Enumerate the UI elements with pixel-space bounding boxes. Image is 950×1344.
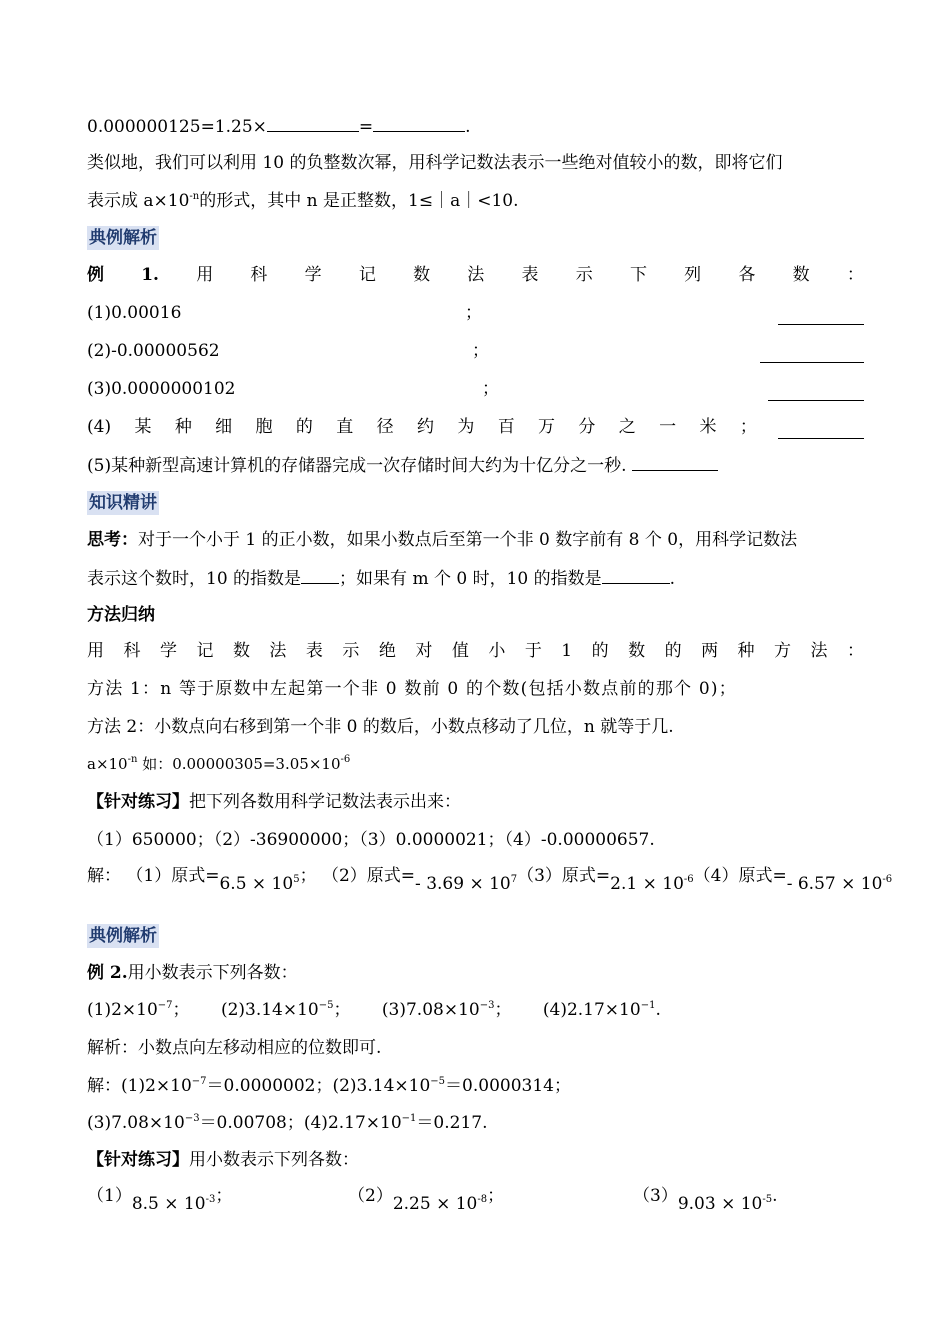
example-label: 例 2. [87, 963, 128, 983]
method-line-4 [87, 752, 350, 776]
intro-text: 的形式，其中 n 是正整数，1≤｜a｜<10. [199, 191, 519, 211]
method-char: 两 [701, 641, 719, 661]
method-char: 方 [774, 641, 792, 661]
method-char: 数 [232, 641, 250, 661]
answer-blank[interactable] [778, 307, 864, 325]
semicolon: ； [465, 303, 482, 323]
practice-1-heading [87, 790, 461, 814]
practice-2-item: $(1)8.5 \times 10^{-3}$； [87, 1186, 233, 1214]
method-line-1 [87, 639, 864, 663]
example-1-heading [87, 263, 864, 287]
semicolon: ； [299, 866, 317, 886]
think-text: 对于一个小于 1 的正小数，如果小数点后至第一个非 0 数字前有 8 个 0，用科学记数法 [138, 530, 798, 550]
example-2-item: $(4)2.17\times 10^{-1}$. [542, 1000, 661, 1020]
answer-blank[interactable] [301, 566, 339, 584]
exponent: -n [127, 754, 138, 765]
example-2-heading [87, 961, 298, 985]
method-text: 如：0.00000305=3.05×10 [137, 755, 341, 773]
answer-prefix: （2）原式= [321, 866, 416, 886]
heading-char: 下 [629, 265, 647, 285]
think-label: 思考： [87, 530, 138, 550]
heading-char: 数 [792, 265, 810, 285]
item-char: (4) [87, 417, 112, 437]
heading-char: 科 [250, 265, 268, 285]
heading-char: ： [846, 265, 864, 285]
think-text: ；如果有 m 个 0 时，10 的指数是 [339, 569, 602, 589]
method-char: 绝 [378, 641, 396, 661]
section-heading: 知识精讲 [89, 493, 157, 513]
formula: - $6.57 \times 10^{-6}$ [786, 874, 893, 894]
answer-blank[interactable] [632, 453, 718, 471]
answer-prefix: （1）原式= [126, 866, 220, 886]
example-text: 用小数表示下列各数： [127, 963, 298, 983]
intro-line-1 [87, 114, 471, 139]
item-char: 直 [336, 417, 354, 437]
think-line-1 [87, 528, 797, 552]
formula: $2.1 \times 10^{-6}$ [610, 874, 694, 894]
item-label: (2)-0.00000562 [87, 341, 220, 361]
item-char: 为 [457, 417, 475, 437]
item-label: (3)0.0000000102 [87, 379, 236, 399]
method-char: 法 [269, 641, 287, 661]
method-char: ： [847, 641, 864, 661]
formula: $6.5 \times 10^5$ [219, 874, 300, 894]
item-char: 细 [215, 417, 233, 437]
item-char: 之 [618, 417, 636, 437]
answer-blank[interactable] [267, 114, 359, 132]
item-char: 种 [174, 417, 192, 437]
intro-text: 表示成 a×10 [87, 191, 190, 211]
heading-char: 示 [575, 265, 593, 285]
example-2-analysis: 解析：小数点向左移动相应的位数即可. [87, 1038, 382, 1058]
method-char: 值 [451, 641, 469, 661]
practice-2-item: $(2)2.25 \times 10^{-8}$； [348, 1186, 505, 1214]
practice-1-solution [87, 864, 893, 894]
think-text: 表示这个数时，10 的指数是 [87, 569, 302, 589]
think-line-2 [87, 566, 675, 591]
item-char: 万 [538, 417, 556, 437]
item-label: (5)某种新型高速计算机的存储器完成一次存储时间大约为十亿分之一秒. [87, 456, 627, 476]
example-2-item: $(2)3.14\times 10^{-5}$； [220, 1000, 351, 1020]
method-char: 的 [664, 641, 682, 661]
semicolon: ； [482, 379, 499, 399]
method-char: 学 [159, 641, 177, 661]
method-char: 于 [524, 641, 542, 661]
solution-label: 解： [87, 866, 121, 886]
method-char: 法 [810, 641, 828, 661]
section-heading: 典例解析 [89, 228, 157, 248]
method-char: 数 [628, 641, 646, 661]
practice-1-items: （1）650000；（2）-36900000；（3）0.0000021；（4）-0.00000657. [87, 830, 655, 850]
example-1-item-3 [87, 377, 864, 401]
practice-2-item: $(3)9.03 \times 10^{-5}$. [633, 1186, 778, 1214]
example-2-solution-1: 解：$(1)2\times 10^{-7}=0.0000002$；$(2)3.14\times 10^{-5}=0.0000314$； [87, 1076, 571, 1096]
intro-line-2: 类似地，我们可以利用 10 的负整数次幂，用科学记数法表示一些绝对值较小的数，即将它们 [87, 153, 783, 173]
heading-char: 记 [358, 265, 376, 285]
item-char: 百 [497, 417, 515, 437]
example-1-item-4 [87, 415, 864, 439]
practice-text: 把下列各数用科学记数法表示出来： [189, 792, 461, 812]
heading-char: 学 [304, 265, 322, 285]
example-2-items [87, 998, 661, 1022]
formula: - $3.69 \times 10^7$ [415, 874, 518, 894]
answer-prefix: （3）原式= [517, 866, 611, 886]
exponent: -6 [340, 754, 351, 765]
period: . [669, 569, 676, 589]
heading-char: 表 [521, 265, 539, 285]
example-1-item-2 [87, 339, 864, 363]
section-heading: 典例解析 [89, 926, 157, 946]
answer-blank[interactable] [778, 421, 864, 439]
heading-char: 例 [87, 265, 104, 285]
item-char: 米 [699, 417, 717, 437]
heading-char: 用 [196, 265, 214, 285]
equals-sign: = [358, 117, 374, 137]
heading-char: 1. [141, 265, 159, 285]
exponent: -n [189, 191, 200, 202]
answer-blank[interactable] [768, 383, 864, 401]
answer-blank[interactable] [760, 345, 864, 363]
method-char: 的 [591, 641, 609, 661]
item-char: 径 [376, 417, 394, 437]
item-char: 某 [134, 417, 152, 437]
practice-label: 【针对练习】 [87, 792, 189, 812]
method-line-2: 方法 1：n 等于原数中左起第一个非 0 数前 0 的个数(包括小数点前的那个 0)； [87, 679, 737, 699]
item-char: 分 [578, 417, 596, 437]
example-1-item-1 [87, 301, 864, 325]
method-text: a×10 [87, 755, 128, 773]
item-label: (1)0.00016 [87, 303, 182, 323]
practice-2-items [87, 1184, 864, 1224]
method-char: 记 [196, 641, 214, 661]
method-char: 科 [123, 641, 141, 661]
method-char: 1 [561, 641, 573, 661]
item-char: 约 [416, 417, 434, 437]
intro-line-3 [87, 189, 518, 213]
example-2-item: $(1)2\times 10^{-7}$； [87, 1000, 190, 1020]
practice-text: 用小数表示下列各数： [189, 1150, 359, 1170]
item-char: 一 [659, 417, 677, 437]
practice-label: 【针对练习】 [87, 1150, 189, 1170]
answer-blank[interactable] [373, 114, 465, 132]
example-2-solution-2: $(3)7.08\times 10^{-3}=0.00708$；$(4)2.17\times 10^{-1}=0.217$. [87, 1113, 488, 1133]
answer-blank[interactable] [602, 566, 670, 584]
item-char: 胞 [255, 417, 273, 437]
method-line-3: 方法 2：小数点向右移到第一个非 0 的数后，小数点移动了几位，n 就等于几. [87, 717, 674, 737]
method-char: 对 [415, 641, 433, 661]
item-char: 的 [295, 417, 313, 437]
method-title: 方法归纳 [87, 605, 155, 625]
method-char: 种 [737, 641, 755, 661]
period: . [465, 117, 471, 137]
example-2-item: $(3)7.08\times 10^{-3}$； [381, 1000, 512, 1020]
item-char: ； [739, 417, 757, 437]
method-char: 表 [305, 641, 323, 661]
method-char: 小 [488, 641, 506, 661]
method-char: 用 [87, 641, 104, 661]
practice-2-heading [87, 1148, 359, 1172]
answer-prefix: （4）原式= [693, 866, 787, 886]
heading-char: 列 [684, 265, 702, 285]
intro-expression: 0.000000125=1.25× [87, 117, 267, 137]
semicolon: ； [472, 341, 489, 361]
heading-char: 数 [413, 265, 431, 285]
example-1-item-5 [87, 453, 718, 478]
heading-char: 法 [467, 265, 485, 285]
heading-char: 各 [738, 265, 756, 285]
method-char: 示 [342, 641, 360, 661]
